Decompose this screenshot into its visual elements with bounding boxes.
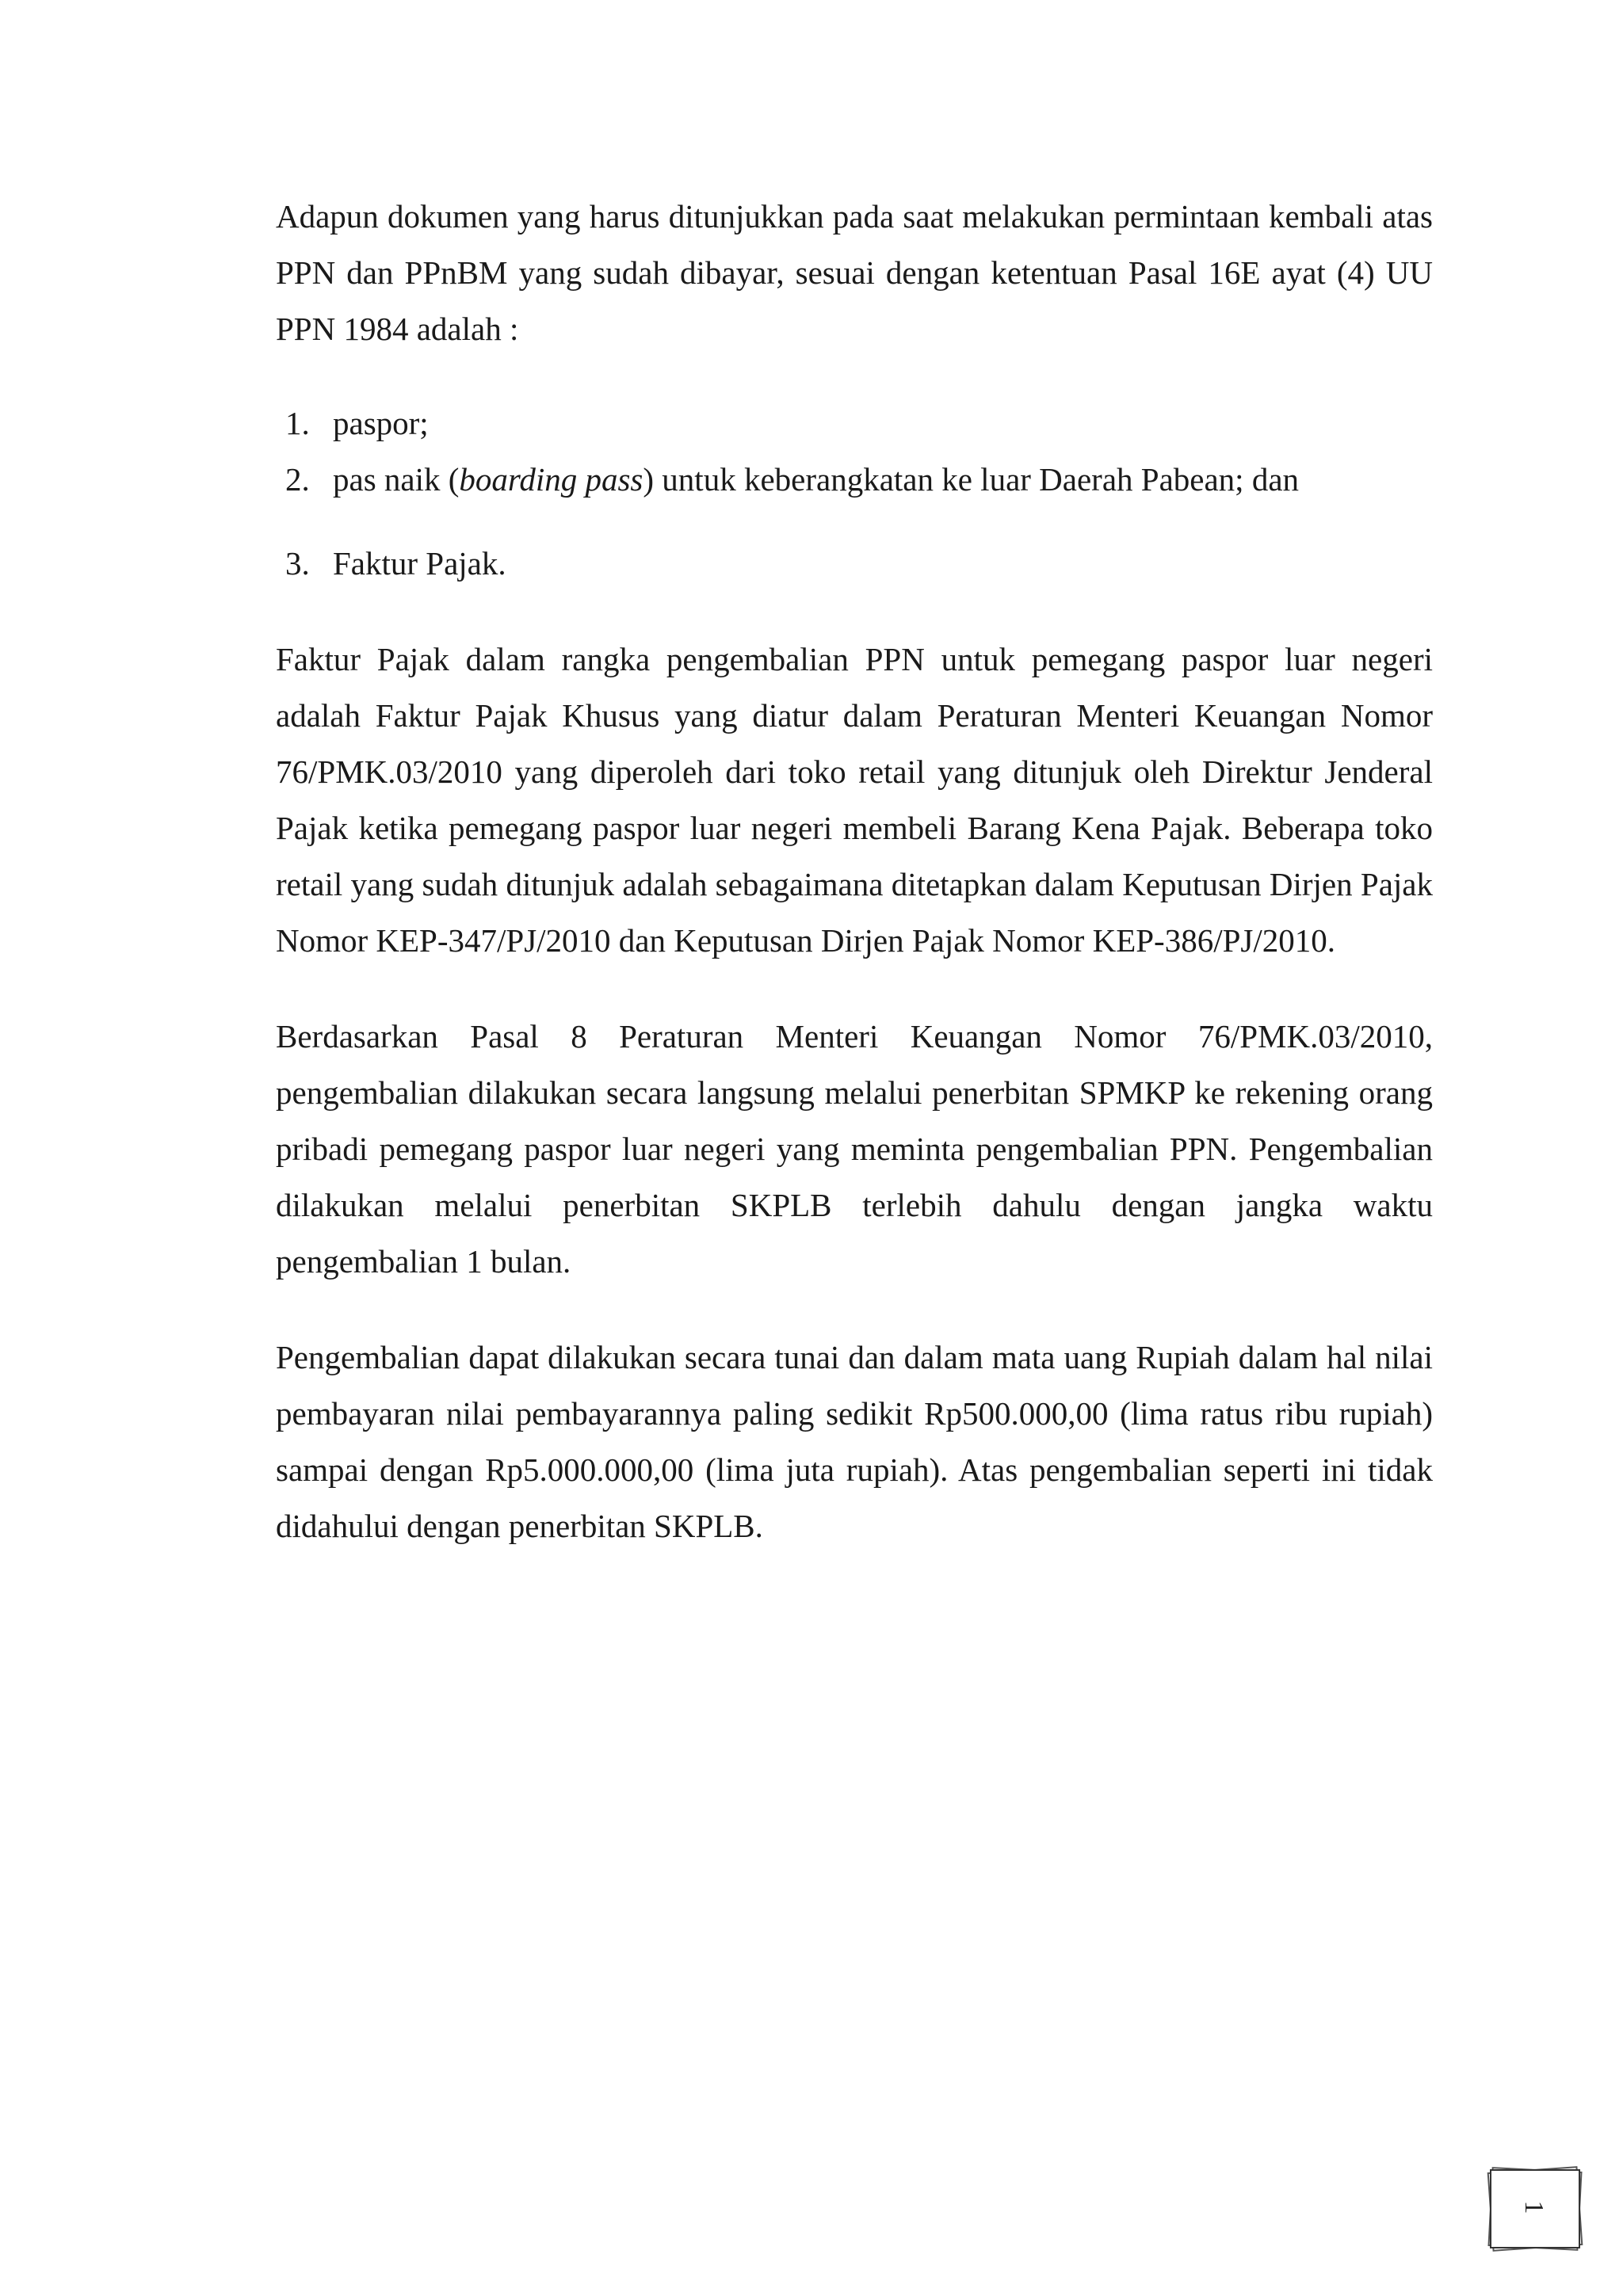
body-paragraph-faktur: Faktur Pajak dalam rangka pengembalian PPN untuk pemegang paspor luar negeri adalah Faktur Pajak Khusus yang diatur dalam Peraturan Menteri Keuangan Nomor 76/PMK.03/2010 yang diperoleh dari toko retail yang ditunjuk oleh Direktur Jenderal Pajak ketika pemegang paspor luar negeri membeli Barang Kena Pajak. Beberapa toko retail yang sudah ditunjuk adalah sebagaimana ditetapkan dalam Keputusan Dirjen Pajak Nomor KEP-347/PJ/2010 dan Keputusan Dirjen Pajak Nomor KEP-386/PJ/2010.: [276, 641, 1433, 959]
list-item-number: 2.: [285, 461, 310, 498]
body-paragraph-pasal-8: Berdasarkan Pasal 8 Peraturan Menteri Keuangan Nomor 76/PMK.03/2010, pengembalian dilakukan secara langsung melalui penerbitan SPMKP ke rekening orang pribadi pemegang paspor luar negeri yang meminta pengembalian PPN. Pengembalian dilakukan melalui penerbitan SKPLB terlebih dahulu dengan jangka waktu pengembalian 1 bulan.: [276, 1018, 1433, 1280]
list-item: [276, 452, 1433, 508]
page-number: 1: [1519, 2200, 1549, 2214]
list-item-number: 1.: [285, 405, 310, 441]
list-item-text: Faktur Pajak.: [333, 545, 506, 582]
list-item: [276, 536, 1433, 592]
list-item-text-italic: boarding pass: [459, 461, 643, 498]
list-item-text-before: pas naik (: [333, 461, 460, 498]
document-body: [276, 189, 1433, 1554]
intro-paragraph: Adapun dokumen yang harus ditunjukkan pada saat melakukan permintaan kembali atas PPN dan PPnBM yang sudah dibayar, sesuai dengan ketentuan Pasal 16E ayat (4) UU PPN 1984 adalah :: [276, 198, 1433, 347]
body-paragraph-tunai: Pengembalian dapat dilakukan secara tunai dan dalam mata uang Rupiah dalam hal nilai pembayaran nilai pembayarannya paling sedikit Rp500.000,00 (lima ratus ribu rupiah) sampai dengan Rp5.000.000,00 (lima juta rupiah). Atas pengembalian seperti ini tidak didahului dengan penerbitan SKPLB.: [276, 1339, 1433, 1544]
list-item-number: 3.: [285, 545, 310, 582]
list-item-text-after: ) untuk keberangkatan ke luar Daerah Pabean; dan: [643, 461, 1300, 498]
list-item-text: paspor;: [333, 405, 429, 441]
page-number-badge: [1484, 2164, 1587, 2253]
list-item: [276, 395, 1433, 452]
required-documents-list: [276, 395, 1433, 592]
